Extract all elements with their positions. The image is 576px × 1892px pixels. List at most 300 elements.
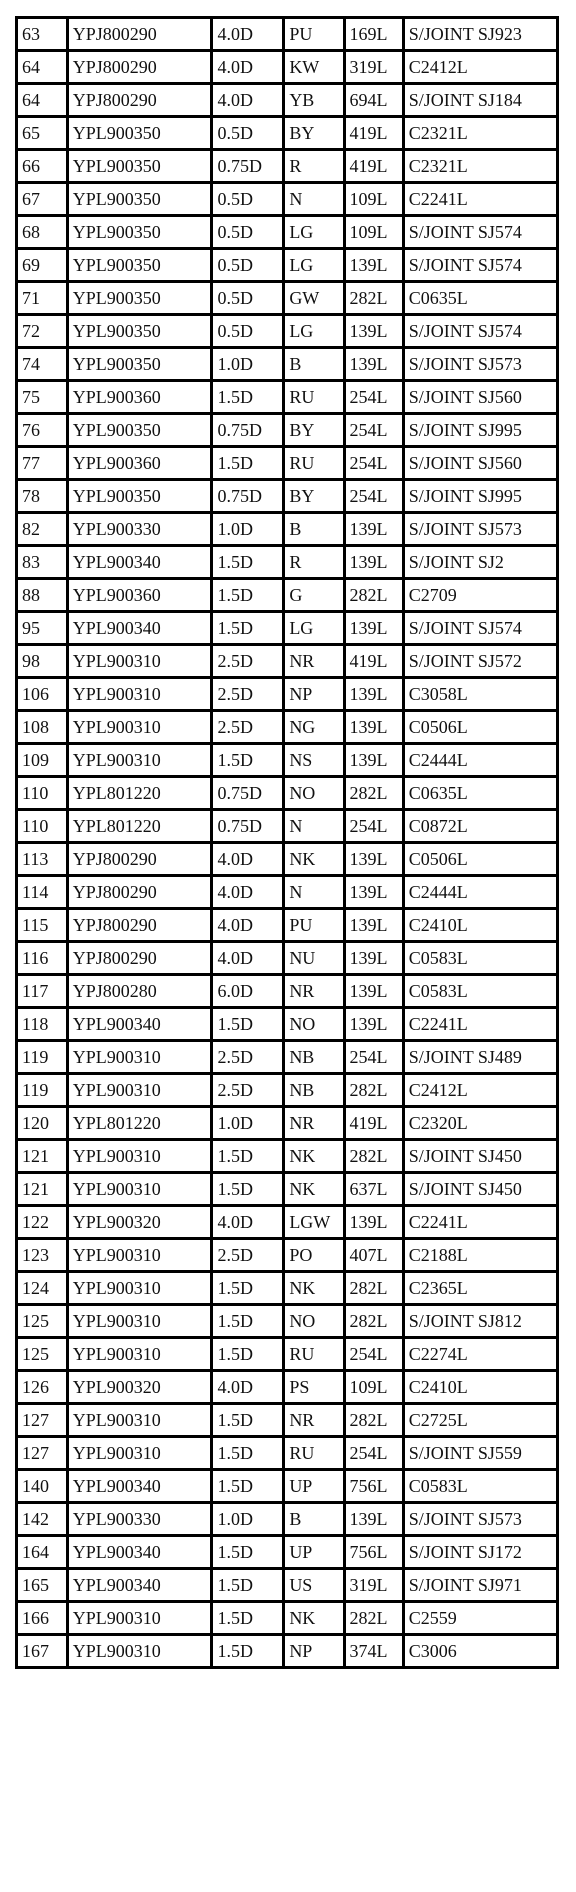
circuit-number-cell: 166 — [17, 1602, 68, 1635]
table-row — [17, 249, 558, 282]
part-number-cell: YPL900310 — [67, 1602, 212, 1635]
circuit-number-cell: 118 — [17, 1008, 68, 1041]
circuit-number-cell: 64 — [17, 51, 68, 84]
wire-color-cell: NB — [284, 1074, 344, 1107]
connection-cell: C2241L — [403, 1206, 557, 1239]
wire-color-cell: NO — [284, 1008, 344, 1041]
wire-size-cell: 1.5D — [212, 612, 284, 645]
wire-length-cell: 282L — [344, 777, 403, 810]
wire-size-cell: 1.0D — [212, 1503, 284, 1536]
part-number-cell: YPJ800290 — [67, 843, 212, 876]
wire-size-cell: 1.5D — [212, 1338, 284, 1371]
circuit-number-cell: 68 — [17, 216, 68, 249]
connection-cell: S/JOINT SJ172 — [403, 1536, 557, 1569]
wire-color-cell: NK — [284, 1602, 344, 1635]
connection-cell: C2320L — [403, 1107, 557, 1140]
wire-size-cell: 2.5D — [212, 645, 284, 678]
part-number-cell: YPL900310 — [67, 1272, 212, 1305]
part-number-cell: YPL900310 — [67, 1437, 212, 1470]
wire-length-cell: 254L — [344, 480, 403, 513]
wire-size-cell: 0.75D — [212, 414, 284, 447]
wire-color-cell: PO — [284, 1239, 344, 1272]
table-row — [17, 480, 558, 513]
wire-length-cell: 139L — [344, 1503, 403, 1536]
wire-color-cell: LG — [284, 249, 344, 282]
table-row — [17, 84, 558, 117]
wire-color-cell: NO — [284, 777, 344, 810]
wire-color-cell: NR — [284, 1107, 344, 1140]
wire-color-cell: N — [284, 183, 344, 216]
wire-size-cell: 0.5D — [212, 183, 284, 216]
part-number-cell: YPL900310 — [67, 645, 212, 678]
connection-cell: S/JOINT SJ573 — [403, 348, 557, 381]
wire-color-cell: RU — [284, 1437, 344, 1470]
part-number-cell: YPJ800280 — [67, 975, 212, 1008]
part-number-cell: YPL801220 — [67, 777, 212, 810]
table-row — [17, 1173, 558, 1206]
wire-length-cell: 139L — [344, 1206, 403, 1239]
wire-size-cell: 1.5D — [212, 1305, 284, 1338]
wire-size-cell: 0.75D — [212, 810, 284, 843]
wire-color-cell: GW — [284, 282, 344, 315]
connection-cell: C2559 — [403, 1602, 557, 1635]
part-number-cell: YPJ800290 — [67, 51, 212, 84]
connection-cell: S/JOINT SJ574 — [403, 216, 557, 249]
wire-length-cell: 139L — [344, 711, 403, 744]
circuit-number-cell: 108 — [17, 711, 68, 744]
circuit-number-cell: 164 — [17, 1536, 68, 1569]
circuit-number-cell: 113 — [17, 843, 68, 876]
circuit-number-cell: 114 — [17, 876, 68, 909]
circuit-number-cell: 63 — [17, 18, 68, 51]
wire-color-cell: B — [284, 348, 344, 381]
part-number-cell: YPL900350 — [67, 216, 212, 249]
connection-cell: S/JOINT SJ971 — [403, 1569, 557, 1602]
connection-cell: C0506L — [403, 843, 557, 876]
wire-color-cell: RU — [284, 447, 344, 480]
wire-length-cell: 419L — [344, 117, 403, 150]
part-number-cell: YPL900310 — [67, 1041, 212, 1074]
circuit-number-cell: 124 — [17, 1272, 68, 1305]
wire-color-cell: LGW — [284, 1206, 344, 1239]
wire-length-cell: 254L — [344, 381, 403, 414]
table-row — [17, 348, 558, 381]
wire-length-cell: 419L — [344, 1107, 403, 1140]
wire-length-cell: 254L — [344, 1338, 403, 1371]
wire-length-cell: 756L — [344, 1536, 403, 1569]
connection-cell: C3006 — [403, 1635, 557, 1668]
wire-length-cell: 282L — [344, 1305, 403, 1338]
circuit-number-cell: 110 — [17, 777, 68, 810]
table-row — [17, 909, 558, 942]
part-number-cell: YPL900310 — [67, 711, 212, 744]
wire-length-cell: 139L — [344, 876, 403, 909]
wire-length-cell: 254L — [344, 810, 403, 843]
wire-color-cell: RU — [284, 381, 344, 414]
wire-size-cell: 1.0D — [212, 513, 284, 546]
wire-size-cell: 6.0D — [212, 975, 284, 1008]
wire-length-cell: 109L — [344, 216, 403, 249]
circuit-number-cell: 76 — [17, 414, 68, 447]
part-number-cell: YPL900340 — [67, 1569, 212, 1602]
part-number-cell: YPL900350 — [67, 480, 212, 513]
connection-cell: C2412L — [403, 51, 557, 84]
table-row — [17, 513, 558, 546]
part-number-cell: YPL900350 — [67, 183, 212, 216]
table-row — [17, 1107, 558, 1140]
part-number-cell: YPL900310 — [67, 744, 212, 777]
table-row — [17, 1008, 558, 1041]
wire-color-cell: RU — [284, 1338, 344, 1371]
wire-size-cell: 0.75D — [212, 480, 284, 513]
connection-cell: C2188L — [403, 1239, 557, 1272]
part-number-cell: YPL900360 — [67, 447, 212, 480]
table-row — [17, 117, 558, 150]
wire-length-cell: 139L — [344, 249, 403, 282]
connection-cell: C0506L — [403, 711, 557, 744]
part-number-cell: YPL801220 — [67, 1107, 212, 1140]
wire-length-cell: 254L — [344, 414, 403, 447]
circuit-number-cell: 71 — [17, 282, 68, 315]
part-number-cell: YPL900320 — [67, 1206, 212, 1239]
part-number-cell: YPL900350 — [67, 282, 212, 315]
part-number-cell: YPL900310 — [67, 1305, 212, 1338]
table-row — [17, 216, 558, 249]
circuit-number-cell: 121 — [17, 1173, 68, 1206]
wire-size-cell: 0.75D — [212, 150, 284, 183]
wire-color-cell: BY — [284, 414, 344, 447]
part-number-cell: YPL900340 — [67, 1470, 212, 1503]
wire-length-cell: 637L — [344, 1173, 403, 1206]
table-row — [17, 1371, 558, 1404]
table-row — [17, 744, 558, 777]
wire-color-cell: N — [284, 876, 344, 909]
circuit-number-cell: 127 — [17, 1437, 68, 1470]
circuit-number-cell: 167 — [17, 1635, 68, 1668]
wire-color-cell: BY — [284, 480, 344, 513]
circuit-number-cell: 83 — [17, 546, 68, 579]
table-row — [17, 447, 558, 480]
wire-size-cell: 4.0D — [212, 51, 284, 84]
wire-length-cell: 282L — [344, 1140, 403, 1173]
connection-cell: C0583L — [403, 1470, 557, 1503]
wire-color-cell: NK — [284, 843, 344, 876]
wire-size-cell: 4.0D — [212, 84, 284, 117]
circuit-number-cell: 140 — [17, 1470, 68, 1503]
part-number-cell: YPL900350 — [67, 414, 212, 447]
wire-length-cell: 374L — [344, 1635, 403, 1668]
circuit-number-cell: 125 — [17, 1305, 68, 1338]
wire-color-cell: NB — [284, 1041, 344, 1074]
wire-size-cell: 1.5D — [212, 546, 284, 579]
part-number-cell: YPL900310 — [67, 678, 212, 711]
circuit-number-cell: 88 — [17, 579, 68, 612]
connection-cell: S/JOINT SJ560 — [403, 447, 557, 480]
table-body — [17, 18, 558, 1668]
table-row — [17, 942, 558, 975]
circuit-number-cell: 72 — [17, 315, 68, 348]
connection-cell: C0583L — [403, 942, 557, 975]
wire-size-cell: 4.0D — [212, 909, 284, 942]
connection-cell: C2410L — [403, 909, 557, 942]
circuit-number-cell: 119 — [17, 1041, 68, 1074]
part-number-cell: YPL900350 — [67, 249, 212, 282]
connection-cell: C0635L — [403, 282, 557, 315]
table-row — [17, 1206, 558, 1239]
part-number-cell: YPL900310 — [67, 1404, 212, 1437]
wire-size-cell: 1.5D — [212, 579, 284, 612]
circuit-number-cell: 74 — [17, 348, 68, 381]
table-row — [17, 612, 558, 645]
circuit-number-cell: 98 — [17, 645, 68, 678]
connection-cell: S/JOINT SJ572 — [403, 645, 557, 678]
part-number-cell: YPL900360 — [67, 579, 212, 612]
wire-length-cell: 282L — [344, 1602, 403, 1635]
connection-cell: S/JOINT SJ574 — [403, 315, 557, 348]
connection-cell: S/JOINT SJ995 — [403, 414, 557, 447]
wire-size-cell: 0.5D — [212, 249, 284, 282]
part-number-cell: YPJ800290 — [67, 876, 212, 909]
part-number-cell: YPL900350 — [67, 117, 212, 150]
table-row — [17, 183, 558, 216]
wire-size-cell: 0.5D — [212, 282, 284, 315]
part-number-cell: YPJ800290 — [67, 84, 212, 117]
circuit-number-cell: 142 — [17, 1503, 68, 1536]
wire-color-cell: UP — [284, 1470, 344, 1503]
connection-cell: S/JOINT SJ812 — [403, 1305, 557, 1338]
wire-length-cell: 254L — [344, 1041, 403, 1074]
part-number-cell: YPL801220 — [67, 810, 212, 843]
wire-color-cell: G — [284, 579, 344, 612]
circuit-number-cell: 67 — [17, 183, 68, 216]
part-number-cell: YPL900350 — [67, 150, 212, 183]
part-number-cell: YPJ800290 — [67, 909, 212, 942]
connection-cell: C0635L — [403, 777, 557, 810]
circuit-number-cell: 127 — [17, 1404, 68, 1437]
circuit-number-cell: 82 — [17, 513, 68, 546]
circuit-number-cell: 65 — [17, 117, 68, 150]
wire-length-cell: 419L — [344, 645, 403, 678]
wire-color-cell: YB — [284, 84, 344, 117]
wire-size-cell: 4.0D — [212, 942, 284, 975]
wire-length-cell: 319L — [344, 1569, 403, 1602]
table-row — [17, 975, 558, 1008]
part-number-cell: YPL900360 — [67, 381, 212, 414]
wire-size-cell: 1.0D — [212, 348, 284, 381]
part-number-cell: YPJ800290 — [67, 18, 212, 51]
wire-color-cell: NP — [284, 1635, 344, 1668]
connection-cell: S/JOINT SJ559 — [403, 1437, 557, 1470]
circuit-number-cell: 125 — [17, 1338, 68, 1371]
connection-cell: C2321L — [403, 117, 557, 150]
wire-color-cell: NK — [284, 1173, 344, 1206]
wire-color-cell: NR — [284, 645, 344, 678]
wire-color-cell: NG — [284, 711, 344, 744]
wire-size-cell: 4.0D — [212, 1206, 284, 1239]
circuit-number-cell: 115 — [17, 909, 68, 942]
wire-length-cell: 139L — [344, 744, 403, 777]
table-row — [17, 1470, 558, 1503]
wire-color-cell: LG — [284, 216, 344, 249]
wire-color-cell: NK — [284, 1140, 344, 1173]
circuit-number-cell: 122 — [17, 1206, 68, 1239]
table-row — [17, 1635, 558, 1668]
wire-size-cell: 1.0D — [212, 1107, 284, 1140]
connection-cell: C0872L — [403, 810, 557, 843]
wire-length-cell: 139L — [344, 678, 403, 711]
wire-length-cell: 139L — [344, 315, 403, 348]
wire-color-cell: NS — [284, 744, 344, 777]
wire-length-cell: 169L — [344, 18, 403, 51]
table-row — [17, 876, 558, 909]
connection-cell: C2725L — [403, 1404, 557, 1437]
part-number-cell: YPL900330 — [67, 513, 212, 546]
wire-size-cell: 4.0D — [212, 843, 284, 876]
table-row — [17, 1404, 558, 1437]
table-row — [17, 645, 558, 678]
part-number-cell: YPL900310 — [67, 1074, 212, 1107]
table-row — [17, 51, 558, 84]
wire-size-cell: 1.5D — [212, 447, 284, 480]
connection-cell: C2444L — [403, 744, 557, 777]
circuit-number-cell: 119 — [17, 1074, 68, 1107]
wire-color-cell: NR — [284, 1404, 344, 1437]
wire-size-cell: 1.5D — [212, 1536, 284, 1569]
table-row — [17, 1569, 558, 1602]
connection-cell: S/JOINT SJ2 — [403, 546, 557, 579]
connection-cell: C2412L — [403, 1074, 557, 1107]
wire-table — [15, 16, 559, 1669]
connection-cell: C2241L — [403, 1008, 557, 1041]
wire-size-cell: 0.5D — [212, 216, 284, 249]
wire-size-cell: 2.5D — [212, 678, 284, 711]
table-row — [17, 381, 558, 414]
circuit-number-cell: 77 — [17, 447, 68, 480]
connection-cell: C2410L — [403, 1371, 557, 1404]
wire-size-cell: 1.5D — [212, 744, 284, 777]
part-number-cell: YPL900330 — [67, 1503, 212, 1536]
table-row — [17, 579, 558, 612]
circuit-number-cell: 75 — [17, 381, 68, 414]
wire-color-cell: R — [284, 150, 344, 183]
circuit-number-cell: 121 — [17, 1140, 68, 1173]
wire-size-cell: 1.5D — [212, 1272, 284, 1305]
wire-size-cell: 2.5D — [212, 1239, 284, 1272]
connection-cell: S/JOINT SJ923 — [403, 18, 557, 51]
wire-size-cell: 0.5D — [212, 315, 284, 348]
table-row — [17, 546, 558, 579]
part-number-cell: YPL900340 — [67, 1536, 212, 1569]
connection-cell: C2444L — [403, 876, 557, 909]
circuit-number-cell: 66 — [17, 150, 68, 183]
wire-size-cell: 1.5D — [212, 1437, 284, 1470]
table-row — [17, 315, 558, 348]
connection-cell: C2321L — [403, 150, 557, 183]
wire-color-cell: B — [284, 513, 344, 546]
wire-length-cell: 139L — [344, 843, 403, 876]
wire-size-cell: 0.5D — [212, 117, 284, 150]
circuit-number-cell: 120 — [17, 1107, 68, 1140]
part-number-cell: YPL900340 — [67, 546, 212, 579]
part-number-cell: YPL900310 — [67, 1173, 212, 1206]
table-row — [17, 1338, 558, 1371]
wire-size-cell: 4.0D — [212, 18, 284, 51]
wire-size-cell: 1.5D — [212, 1569, 284, 1602]
wire-length-cell: 139L — [344, 942, 403, 975]
table-row — [17, 1305, 558, 1338]
part-number-cell: YPL900350 — [67, 315, 212, 348]
table-row — [17, 1041, 558, 1074]
wire-size-cell: 1.5D — [212, 1008, 284, 1041]
wire-size-cell: 4.0D — [212, 876, 284, 909]
table-row — [17, 1140, 558, 1173]
connection-cell: S/JOINT SJ489 — [403, 1041, 557, 1074]
wire-length-cell: 407L — [344, 1239, 403, 1272]
wire-length-cell: 282L — [344, 1404, 403, 1437]
wire-length-cell: 254L — [344, 447, 403, 480]
circuit-number-cell: 69 — [17, 249, 68, 282]
wire-color-cell: PU — [284, 18, 344, 51]
wire-length-cell: 694L — [344, 84, 403, 117]
wire-color-cell: LG — [284, 612, 344, 645]
part-number-cell: YPL900340 — [67, 1008, 212, 1041]
table-row — [17, 1074, 558, 1107]
wire-length-cell: 419L — [344, 150, 403, 183]
table-row — [17, 777, 558, 810]
connection-cell: S/JOINT SJ184 — [403, 84, 557, 117]
wire-length-cell: 139L — [344, 975, 403, 1008]
table-row — [17, 282, 558, 315]
part-number-cell: YPL900350 — [67, 348, 212, 381]
part-number-cell: YPL900310 — [67, 1635, 212, 1668]
wire-length-cell: 139L — [344, 348, 403, 381]
wire-color-cell: NR — [284, 975, 344, 1008]
wire-size-cell: 1.5D — [212, 1140, 284, 1173]
wire-size-cell: 2.5D — [212, 1041, 284, 1074]
wire-length-cell: 282L — [344, 1272, 403, 1305]
part-number-cell: YPL900310 — [67, 1239, 212, 1272]
part-number-cell: YPJ800290 — [67, 942, 212, 975]
wire-size-cell: 1.5D — [212, 1404, 284, 1437]
wire-color-cell: NP — [284, 678, 344, 711]
circuit-number-cell: 117 — [17, 975, 68, 1008]
wire-size-cell: 1.5D — [212, 1470, 284, 1503]
circuit-number-cell: 64 — [17, 84, 68, 117]
wire-length-cell: 109L — [344, 1371, 403, 1404]
wire-size-cell: 4.0D — [212, 1371, 284, 1404]
wire-length-cell: 282L — [344, 282, 403, 315]
table-row — [17, 1272, 558, 1305]
connection-cell: S/JOINT SJ574 — [403, 612, 557, 645]
wire-color-cell: NK — [284, 1272, 344, 1305]
table-row — [17, 414, 558, 447]
table-row — [17, 150, 558, 183]
table-row — [17, 1602, 558, 1635]
table-row — [17, 1437, 558, 1470]
wire-length-cell: 282L — [344, 1074, 403, 1107]
table-row — [17, 18, 558, 51]
circuit-number-cell: 109 — [17, 744, 68, 777]
connection-cell: S/JOINT SJ450 — [403, 1140, 557, 1173]
wire-length-cell: 756L — [344, 1470, 403, 1503]
wire-size-cell: 1.5D — [212, 1602, 284, 1635]
table-row — [17, 711, 558, 744]
circuit-number-cell: 106 — [17, 678, 68, 711]
wire-color-cell: NO — [284, 1305, 344, 1338]
circuit-number-cell: 116 — [17, 942, 68, 975]
connection-cell: C2709 — [403, 579, 557, 612]
wire-length-cell: 139L — [344, 513, 403, 546]
